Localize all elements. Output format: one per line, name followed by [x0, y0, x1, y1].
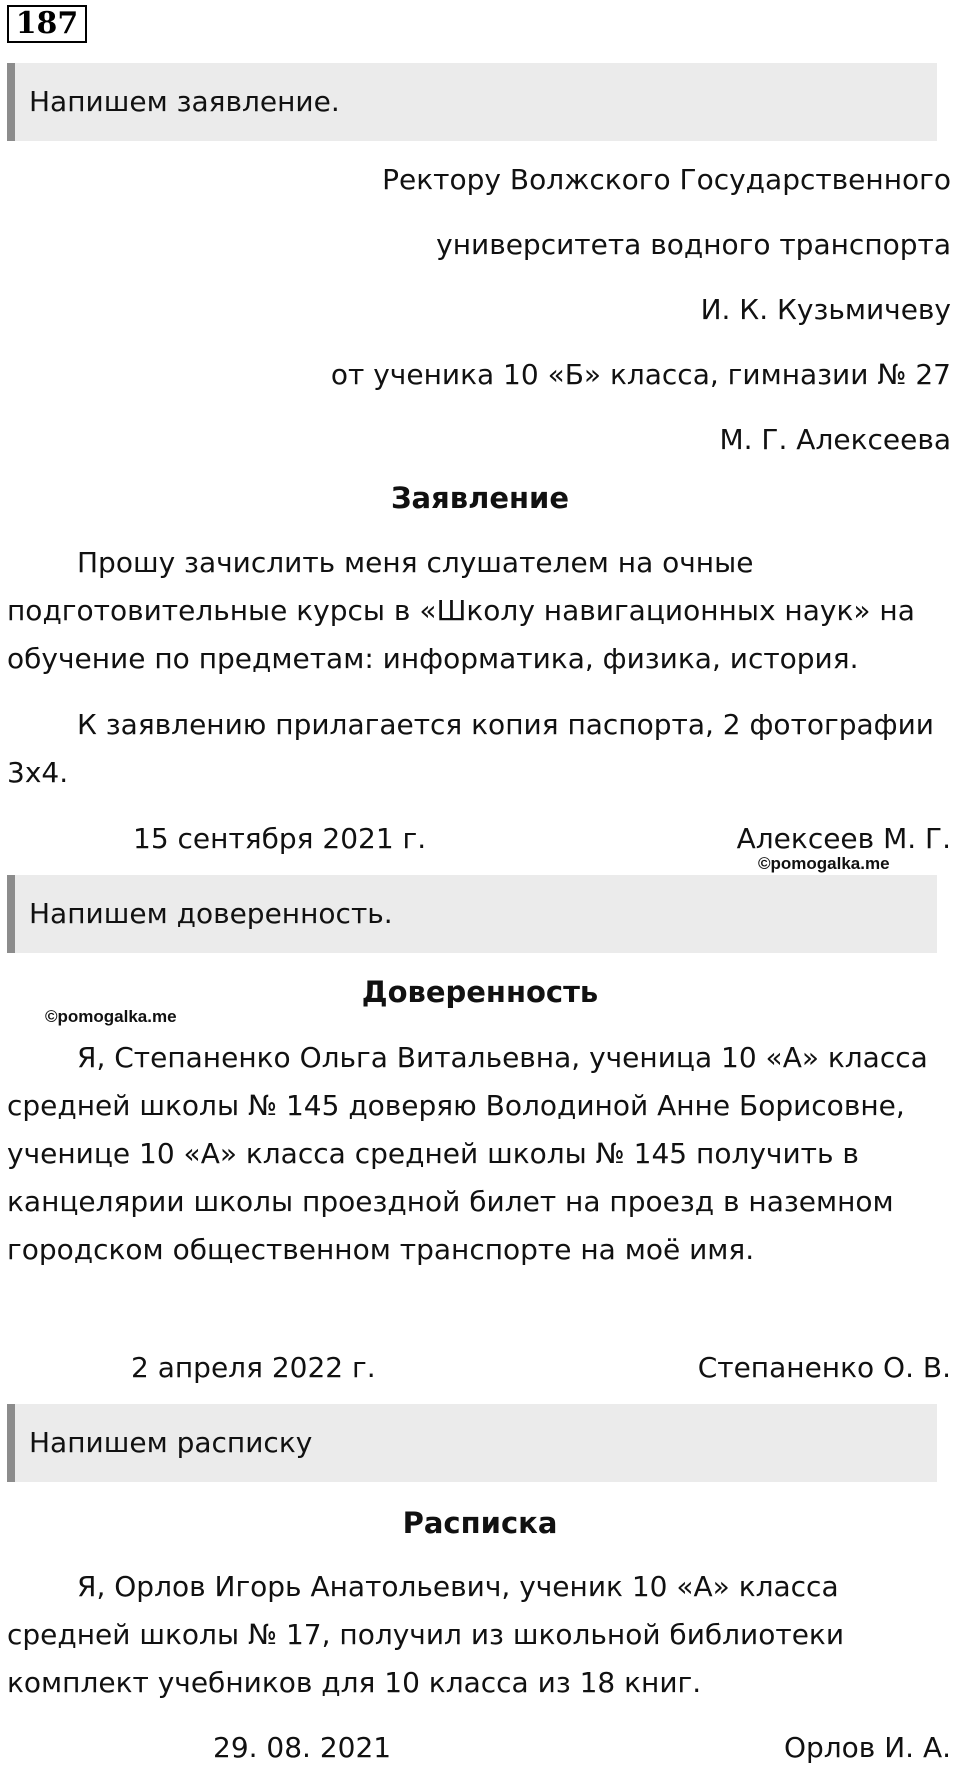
receipt-signature: Орлов И. А.: [783, 1731, 951, 1764]
sender-line-1: от ученика 10 «Б» класса, гимназии № 27: [330, 358, 951, 391]
receipt-paragraph: Я, Орлов Игорь Анатольевич, ученик 10 «А» класса средней школы № 17, получил из школьной библиотеки комплект учебников для 10 класса из 18 книг.: [7, 1570, 845, 1699]
power-of-attorney-date: 2 апреля 2022 г.: [131, 1351, 376, 1384]
application-title: Заявление: [390, 481, 570, 515]
section-band-receipt: Напишем расписку: [7, 1404, 937, 1482]
watermark: ©pomogalka.me: [45, 1007, 177, 1026]
watermark: ©pomogalka.me: [758, 854, 890, 873]
power-of-attorney-paragraph: Я, Степаненко Ольга Витальевна, ученица 10 «А» класса средней школы № 145 доверяю Володиной Анне Борисовне, ученице 10 «А» класса средней школы № 145 получить в канцелярии школы проездной билет на проезд в наземном городском общественном транспорте на моё имя.: [7, 1041, 928, 1266]
power-of-attorney-title: Доверенность: [361, 975, 599, 1009]
application-date: 15 сентября 2021 г.: [133, 822, 427, 855]
addressee-line-1: Ректору Волжского Государственного: [382, 163, 951, 196]
section-band-power-of-attorney: Напишем доверенность.: [7, 875, 937, 953]
application-paragraph-1: Прошу зачислить меня слушателем на очные подготовительные курсы в «Школу навигационных наук» на обучение по предметам: информатика, физика, история.: [7, 546, 915, 675]
receipt-date: 29. 08. 2021: [213, 1731, 392, 1764]
addressee-line-2: университета водного транспорта: [436, 228, 951, 261]
addressee-line-3: И. К. Кузьмичеву: [700, 293, 951, 326]
application-signature: Алексеев М. Г.: [736, 822, 951, 855]
application-paragraph-2: К заявлению прилагается копия паспорта, 2 фотографии 3х4.: [7, 708, 934, 789]
power-of-attorney-signature: Степаненко О. В.: [697, 1351, 951, 1384]
receipt-title: Расписка: [402, 1506, 558, 1540]
section-band-application: Напишем заявление.: [7, 63, 937, 141]
exercise-number: 187: [7, 5, 87, 43]
sender-line-2: М. Г. Алексеева: [719, 423, 951, 456]
